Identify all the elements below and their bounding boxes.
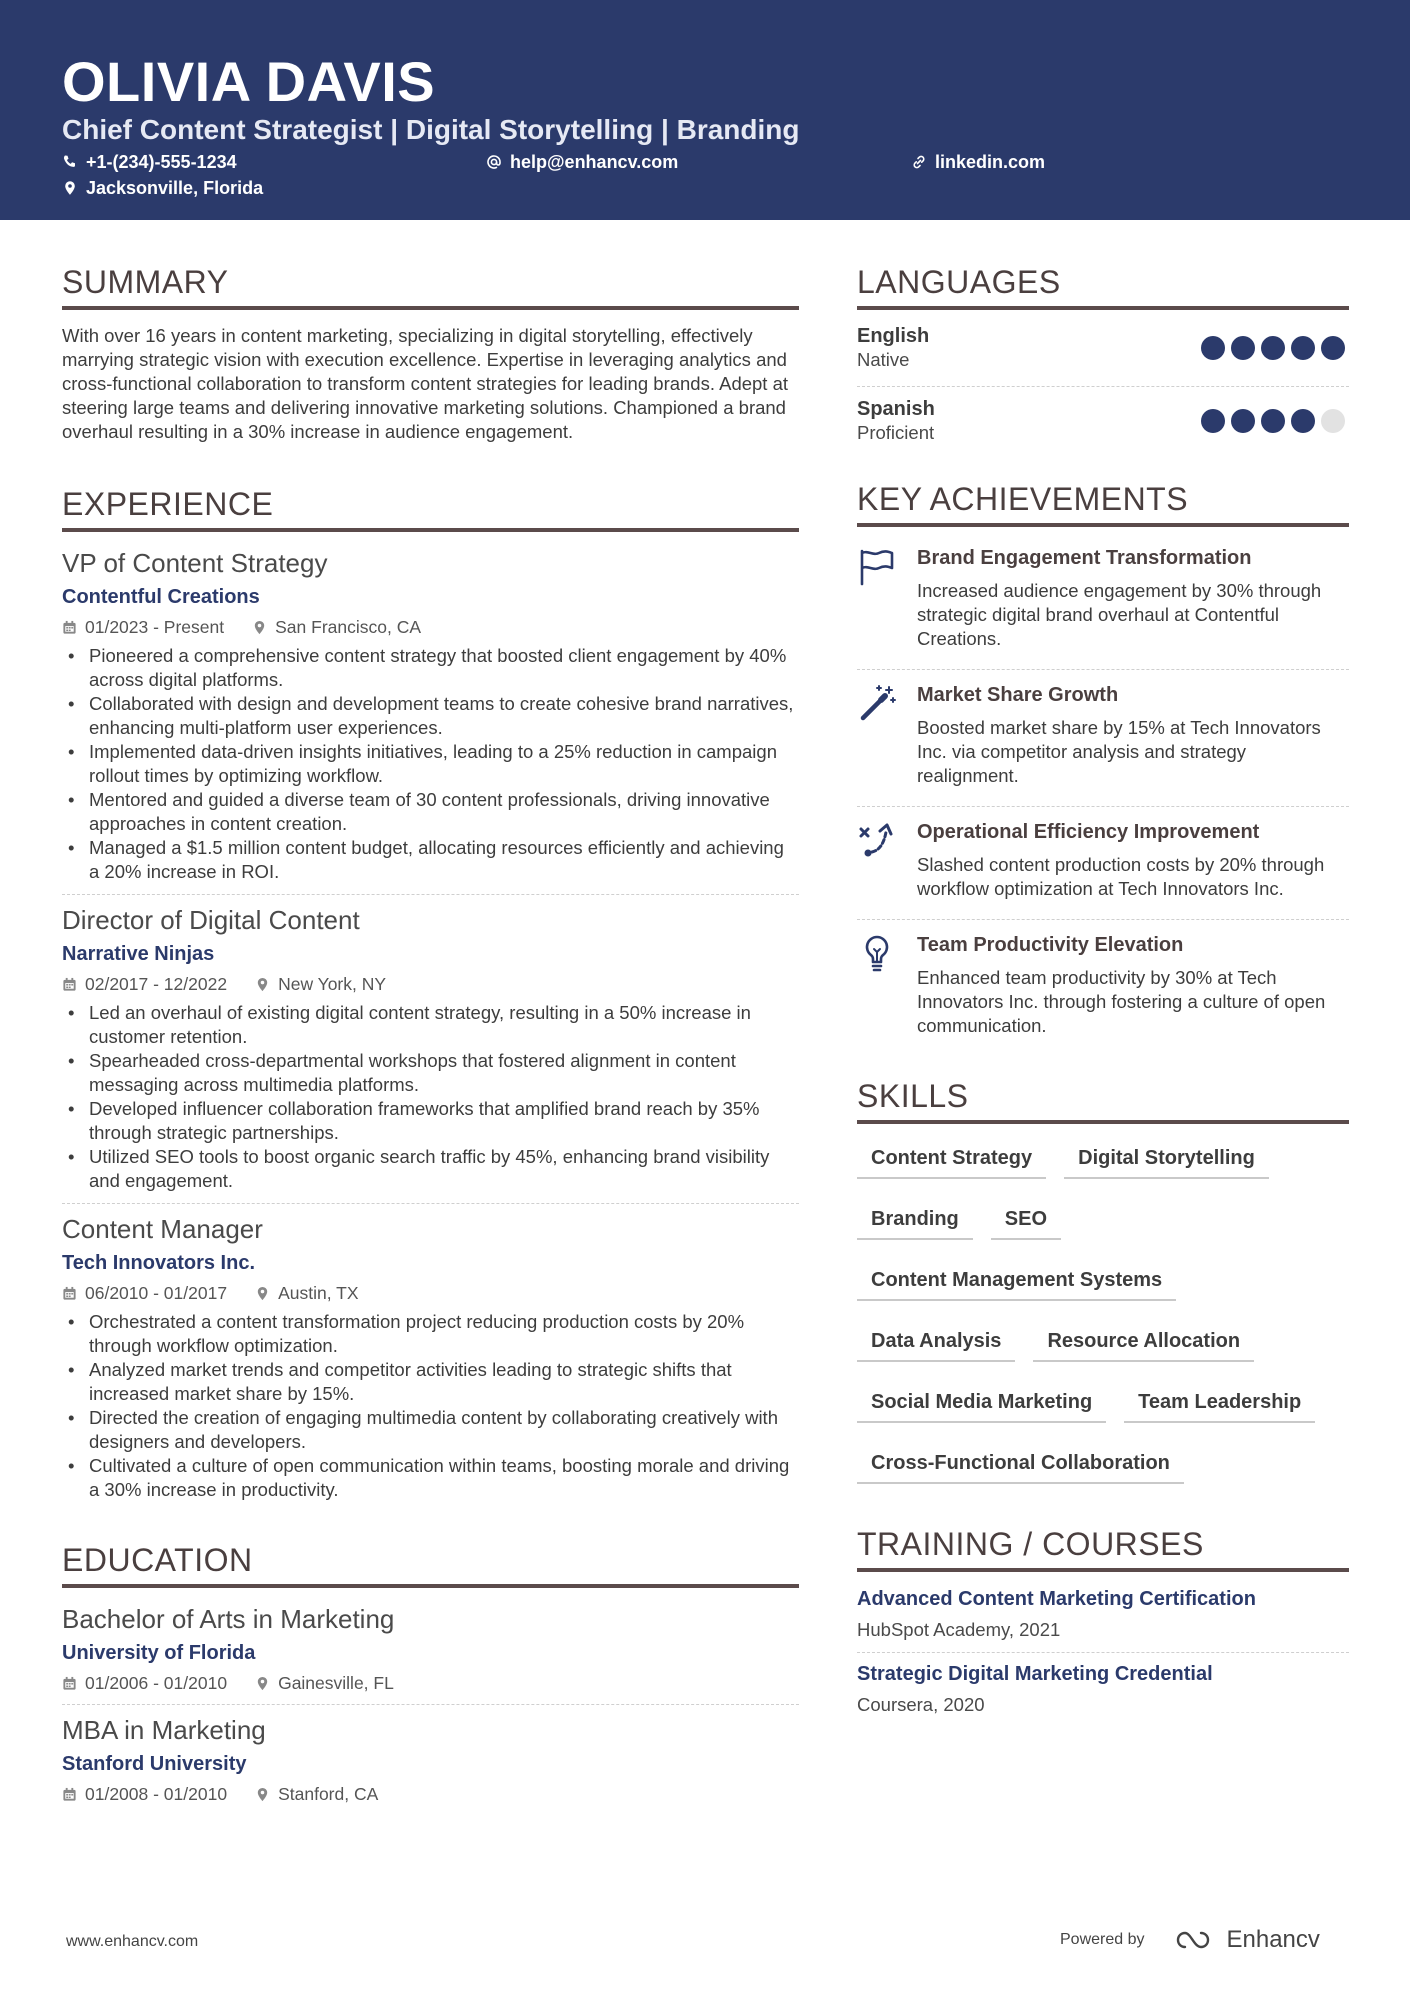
company-name: Narrative Ninjas bbox=[62, 943, 215, 965]
contact-email[interactable] bbox=[486, 151, 678, 173]
contact-linkedin[interactable] bbox=[911, 151, 1045, 173]
skill-tag: Content Management Systems bbox=[857, 1260, 1176, 1301]
job-location: New York, NY bbox=[278, 974, 387, 994]
candidate-title: Chief Content Strategist | Digital Storytelling | Branding bbox=[62, 114, 800, 145]
skill-tag: Content Strategy bbox=[857, 1138, 1046, 1179]
rating-dot bbox=[1231, 409, 1255, 433]
rating-dot bbox=[1201, 336, 1225, 360]
rating-dot bbox=[1321, 336, 1345, 360]
rating-dot bbox=[1261, 409, 1285, 433]
skill-tag: SEO bbox=[991, 1199, 1061, 1240]
list-item: • Managed a $1.5 million content budget, allocating resources efficiently and achieving a 20% increase in ROI. bbox=[62, 836, 799, 884]
right-column bbox=[857, 262, 1349, 1717]
skill-tag: Cross-Functional Collaboration bbox=[857, 1443, 1184, 1484]
footer-branding[interactable] bbox=[1060, 1926, 1320, 1954]
left-column bbox=[62, 262, 799, 1811]
education-entry bbox=[62, 1602, 799, 1694]
powered-by-text: Powered by bbox=[1060, 1931, 1145, 1948]
skill-tag: Data Analysis bbox=[857, 1321, 1015, 1362]
job-location: Austin, TX bbox=[278, 1283, 359, 1303]
divider bbox=[62, 894, 799, 895]
achievement-desc: Boosted market share by 15% at Tech Innovators Inc. via competitor analysis and strategy realignment. bbox=[917, 717, 1321, 786]
company-name: Tech Innovators Inc. bbox=[62, 1252, 255, 1274]
list-item: • Orchestrated a content transformation project reducing production costs by 20% through workflow optimization. bbox=[62, 1310, 799, 1358]
divider bbox=[857, 669, 1349, 670]
summary-text: With over 16 years in content marketing, specializing in digital storytelling, effectively marrying strategic vision with execution excellence. Expertise in leveraging analytics and cross-functional collaboration to transform content strategies for leading brands. Adept at steering large teams and delivering innovative marketing solutions. Championed a brand overhaul resulting in a 30% increase in audience engagement. bbox=[62, 325, 789, 442]
company-name: Contentful Creations bbox=[62, 586, 260, 608]
location-pin-icon bbox=[252, 620, 267, 635]
language-level: Proficient bbox=[857, 422, 935, 443]
summary-heading: SUMMARY bbox=[62, 262, 799, 310]
achievement-title: Brand Engagement Transformation bbox=[917, 547, 1252, 569]
calendar-icon bbox=[62, 1286, 77, 1301]
achievement-desc: Increased audience engagement by 30% through strategic digital brand overhaul at Contentful Creations. bbox=[917, 580, 1322, 649]
course-item bbox=[857, 1661, 1349, 1717]
rating-dot bbox=[1201, 409, 1225, 433]
list-item: • Spearheaded cross-departmental workshops that fostered alignment in content messaging across multimedia platforms. bbox=[62, 1049, 799, 1097]
flag-icon bbox=[857, 547, 917, 587]
brand-name: Enhancv bbox=[1226, 1926, 1320, 1953]
list-item: • Implemented data-driven insights initiatives, leading to a 25% reduction in campaign rollout times by optimizing workflow. bbox=[62, 740, 799, 788]
experience-entry bbox=[62, 1212, 799, 1502]
rating-dot bbox=[1231, 336, 1255, 360]
job-title: Content Manager bbox=[62, 1214, 263, 1244]
experience-heading: EXPERIENCE bbox=[62, 484, 799, 532]
job-title: VP of Content Strategy bbox=[62, 548, 328, 578]
list-item: • Mentored and guided a diverse team of 30 content professionals, driving innovative approaches in content creation. bbox=[62, 788, 799, 836]
education-location: Stanford, CA bbox=[278, 1784, 379, 1804]
achievement-desc: Slashed content production costs by 20% through workflow optimization at Tech Innovators Inc. bbox=[917, 854, 1325, 899]
location-pin-icon bbox=[62, 180, 78, 196]
school-name: Stanford University bbox=[62, 1753, 247, 1775]
contact-location bbox=[62, 177, 263, 199]
education-dates: 01/2006 - 01/2010 bbox=[85, 1673, 228, 1693]
skill-tag: Branding bbox=[857, 1199, 973, 1240]
job-meta bbox=[62, 973, 799, 995]
list-item: • Utilized SEO tools to boost organic search traffic by 45%, enhancing brand visibility and engagement. bbox=[62, 1145, 799, 1193]
job-title: Director of Digital Content bbox=[62, 905, 360, 935]
language-rating bbox=[1201, 336, 1345, 360]
list-item: • Analyzed market trends and competitor activities leading to strategic shifts that increased market share by 15%. bbox=[62, 1358, 799, 1406]
contact-phone[interactable] bbox=[62, 151, 237, 173]
rating-dot bbox=[1261, 336, 1285, 360]
calendar-icon bbox=[62, 977, 77, 992]
experience-entry bbox=[62, 903, 799, 1193]
location-pin-icon bbox=[255, 1676, 270, 1691]
achievements-heading: KEY ACHIEVEMENTS bbox=[857, 479, 1349, 527]
phone-icon bbox=[62, 154, 78, 170]
footer-website[interactable]: www.enhancv.com bbox=[66, 1933, 199, 1950]
skill-tag: Resource Allocation bbox=[1033, 1321, 1254, 1362]
achievement-title: Team Productivity Elevation bbox=[917, 934, 1184, 956]
course-provider: HubSpot Academy, 2021 bbox=[857, 1619, 1061, 1640]
brand-logo bbox=[1171, 1926, 1320, 1954]
linkedin-text: linkedin.com bbox=[935, 152, 1046, 172]
language-level: Native bbox=[857, 349, 910, 370]
achievement-item bbox=[857, 928, 1349, 1046]
achievement-desc: Enhanced team productivity by 30% at Tech Innovators Inc. through fostering a culture of open communication. bbox=[917, 967, 1326, 1036]
phone-text: +1-(234)-555-1234 bbox=[86, 152, 237, 172]
calendar-icon bbox=[62, 620, 77, 635]
job-dates: 01/2023 - Present bbox=[85, 617, 225, 637]
magic-wand-icon bbox=[857, 684, 917, 724]
list-item: • Developed influencer collaboration frameworks that amplified brand reach by 35% through strategic partnerships. bbox=[62, 1097, 799, 1145]
calendar-icon bbox=[62, 1787, 77, 1802]
location-pin-icon bbox=[255, 1787, 270, 1802]
divider bbox=[62, 1203, 799, 1204]
list-item: • Directed the creation of engaging multimedia content by collaborating creatively with designers and developers. bbox=[62, 1406, 799, 1454]
experience-entry bbox=[62, 546, 799, 884]
divider bbox=[857, 919, 1349, 920]
skills-list bbox=[857, 1138, 1349, 1484]
course-provider: Coursera, 2020 bbox=[857, 1694, 985, 1715]
divider bbox=[857, 1652, 1349, 1653]
job-meta bbox=[62, 1282, 799, 1304]
list-item: • Led an overhaul of existing digital content strategy, resulting in a 50% increase in customer retention. bbox=[62, 1001, 799, 1049]
degree-title: MBA in Marketing bbox=[62, 1715, 266, 1745]
skill-tag: Digital Storytelling bbox=[1064, 1138, 1269, 1179]
course-title: Strategic Digital Marketing Credential bbox=[857, 1663, 1213, 1685]
education-dates: 01/2008 - 01/2010 bbox=[85, 1784, 228, 1804]
education-heading: EDUCATION bbox=[62, 1540, 799, 1588]
location-text: Jacksonville, Florida bbox=[86, 178, 264, 198]
divider bbox=[857, 806, 1349, 807]
language-item bbox=[857, 397, 1349, 451]
education-location: Gainesville, FL bbox=[278, 1673, 394, 1693]
skill-tag: Team Leadership bbox=[1124, 1382, 1315, 1423]
course-item bbox=[857, 1586, 1349, 1642]
divider bbox=[62, 1704, 799, 1705]
resume-header bbox=[0, 0, 1410, 220]
course-title: Advanced Content Marketing Certification bbox=[857, 1588, 1256, 1610]
job-bullets bbox=[62, 1310, 799, 1502]
achievement-title: Market Share Growth bbox=[917, 684, 1119, 706]
calendar-icon bbox=[62, 1676, 77, 1691]
rating-dot bbox=[1291, 336, 1315, 360]
job-dates: 06/2010 - 01/2017 bbox=[85, 1283, 228, 1303]
lightbulb-icon bbox=[857, 934, 917, 974]
achievement-item bbox=[857, 541, 1349, 659]
achievement-item bbox=[857, 678, 1349, 796]
job-bullets bbox=[62, 644, 799, 884]
language-name: English bbox=[857, 325, 930, 347]
education-meta bbox=[62, 1672, 799, 1694]
training-heading: TRAINING / COURSES bbox=[857, 1524, 1349, 1572]
languages-heading: LANGUAGES bbox=[857, 262, 1349, 310]
education-meta bbox=[62, 1783, 799, 1805]
list-item: • Pioneered a comprehensive content strategy that boosted client engagement by 40% across digital platforms. bbox=[62, 644, 799, 692]
strategy-arrow-icon bbox=[857, 821, 917, 861]
skill-tag: Social Media Marketing bbox=[857, 1382, 1106, 1423]
at-icon bbox=[486, 154, 502, 170]
list-item: • Collaborated with design and development teams to create cohesive brand narratives, enhancing multi-platform user experiences. bbox=[62, 692, 799, 740]
rating-dot bbox=[1321, 409, 1345, 433]
language-rating bbox=[1201, 409, 1345, 433]
location-pin-icon bbox=[255, 977, 270, 992]
job-meta bbox=[62, 616, 799, 638]
degree-title: Bachelor of Arts in Marketing bbox=[62, 1604, 395, 1634]
school-name: University of Florida bbox=[62, 1642, 256, 1664]
skills-heading: SKILLS bbox=[857, 1076, 1349, 1124]
candidate-name: OLIVIA DAVIS bbox=[62, 50, 436, 113]
job-location: San Francisco, CA bbox=[275, 617, 422, 637]
education-entry bbox=[62, 1713, 799, 1805]
list-item: • Cultivated a culture of open communication within teams, boosting morale and driving a 30% increase in productivity. bbox=[62, 1454, 799, 1502]
rating-dot bbox=[1291, 409, 1315, 433]
divider bbox=[857, 386, 1349, 387]
location-pin-icon bbox=[255, 1286, 270, 1301]
language-item bbox=[857, 324, 1349, 378]
enhancv-logo-icon bbox=[1171, 1927, 1219, 1953]
job-dates: 02/2017 - 12/2022 bbox=[85, 974, 228, 994]
language-name: Spanish bbox=[857, 398, 935, 420]
job-bullets bbox=[62, 1001, 799, 1193]
achievement-title: Operational Efficiency Improvement bbox=[917, 821, 1260, 843]
achievement-item bbox=[857, 815, 1349, 909]
link-icon bbox=[911, 154, 927, 170]
email-text: help@enhancv.com bbox=[510, 152, 679, 172]
